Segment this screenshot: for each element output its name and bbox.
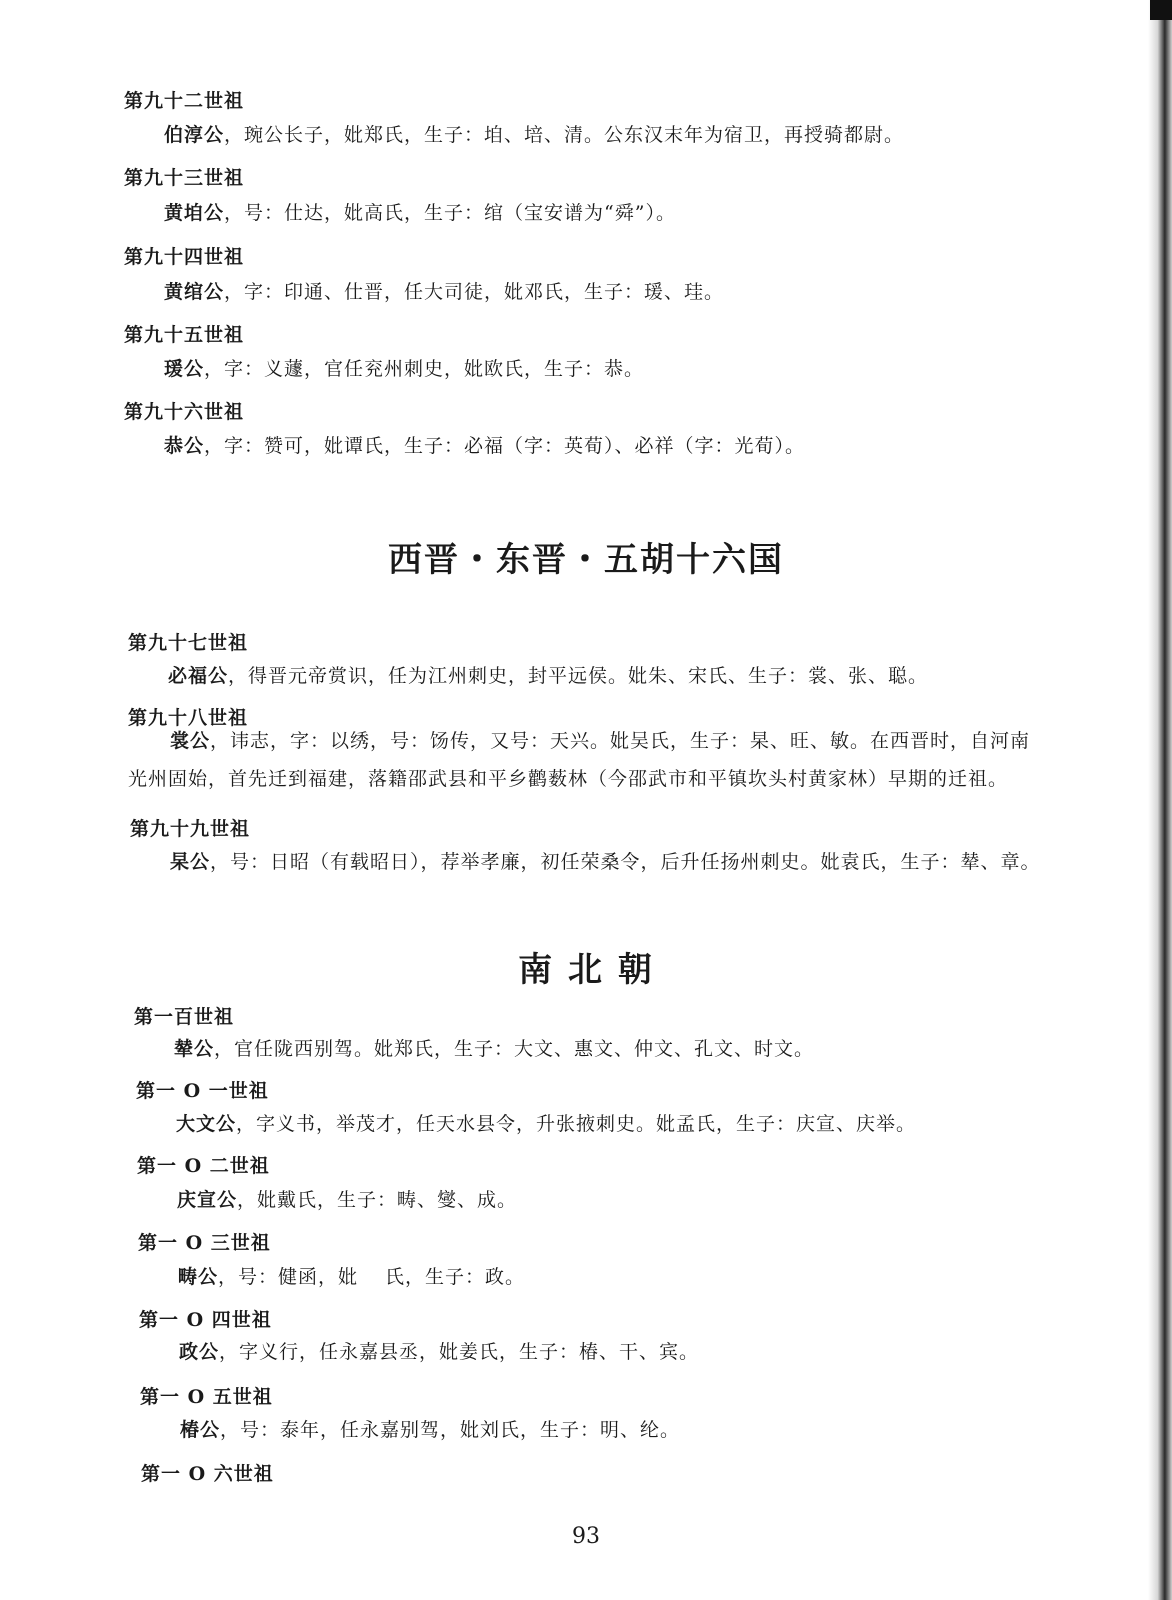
ancestor-entry [164,427,1084,465]
ancestor-text: ，字：赞可，妣谭氏，生子：必福（字：英荀）、必祥（字：光荀）。 [204,435,806,457]
generation-heading: 第一 O 四世祖 [139,1309,272,1331]
generation-heading: 第九十三世祖 [124,167,245,189]
ancestor-name: 裳公 [170,730,211,752]
ancestor-name: 必福公 [168,665,229,687]
ancestor-name: 椿公 [180,1419,221,1441]
ancestor-text: ，讳志，字：以绣，号：饧传，又号：天兴。妣吴氏，生子：杲、旺、敏。在西晋时，自河南光州固始，首先迁到福建，落籍邵武县和平乡鹳薮林（今邵武市和平镇坎头村黄家林）早期的迁祖。 [128,730,1031,790]
ancestor-entry [128,722,1048,798]
generation-heading: 第一 O 六世祖 [141,1463,274,1485]
ancestor-text: ，字：义蘧，官任兖州刺史，妣欧氏，生子：恭。 [204,358,645,380]
ancestor-name: 黄垍公 [164,202,225,224]
ancestor-name: 畴公 [178,1266,219,1288]
ancestor-entry [168,657,1088,695]
ancestor-text: ，号：日昭（有载昭日），荐举孝廉，初任荣桑令，后升任扬州刺史。妣袁氏，生子：辇、章。 [210,851,1041,873]
ancestor-text: ，妣戴氏，生子：畴、燮、成。 [237,1189,518,1211]
generation-heading: 第九十五世祖 [124,324,245,346]
ancestor-entry [164,350,1084,388]
ancestor-text: ，官任陇西别驾。妣郑氏，生子：大文、惠文、仲文、孔文、时文。 [214,1038,815,1060]
ancestor-text: ，字：印通、仕晋，任大司徒，妣邓氏，生子：瑗、珪。 [224,281,725,303]
ancestor-name: 黄绾公 [164,281,225,303]
ancestor-text: ，号：健函，妣 氏，生子：政。 [218,1266,526,1288]
generation-heading: 第九十六世祖 [124,401,245,423]
generation-heading: 第九十四世祖 [124,246,245,268]
ancestor-text: ，得晋元帝赏识，任为江州刺史，封平远侯。妣朱、宋氏、生子：裳、张、聪。 [228,665,929,687]
generation-heading: 第九十七世祖 [128,632,249,654]
generation-heading: 第一 O 五世祖 [140,1386,273,1408]
ancestor-entry [180,1411,1100,1449]
ancestor-entry [177,1181,1097,1219]
era-title-jin: 西晋・东晋・五胡十六国 [388,540,784,580]
scan-edge-shadow [1148,0,1172,1600]
generation-heading: 第一 O 一世祖 [136,1080,269,1102]
ancestor-text: ，字义书，举茂才，任天水县令，升张掖刺史。妣孟氏，生子：庆宣、庆举。 [236,1113,917,1135]
ancestor-text: ，号：仕达，妣高氏，生子：绾（宝安谱为“舜”）。 [224,202,676,224]
ancestor-text: ，号：泰年，任永嘉别驾，妣刘氏，生子：明、纶。 [220,1419,681,1441]
ancestor-text: ，琬公长子，妣郑氏，生子：垍、培、清。公东汉末年为宿卫，再授骑都尉。 [224,124,905,146]
ancestor-entry [176,1105,1096,1143]
ancestor-name: 杲公 [170,851,211,873]
ancestor-entry [170,843,1090,881]
ancestor-entry [179,1333,1099,1371]
generation-heading: 第九十二世祖 [124,90,245,112]
ancestor-name: 恭公 [164,435,205,457]
scan-corner-mark [1150,0,1172,20]
generation-heading: 第一百世祖 [134,1006,235,1028]
page-number: 93 [572,1524,600,1549]
ancestor-name: 伯淳公 [164,124,225,146]
ancestor-name: 政公 [179,1341,220,1363]
ancestor-entry [178,1258,1098,1296]
ancestor-name: 庆宣公 [177,1189,238,1211]
ancestor-name: 大文公 [176,1113,237,1135]
generation-heading: 第一 O 二世祖 [137,1155,270,1177]
era-title-nanbei: 南 北 朝 [518,950,654,990]
generation-heading: 第一 O 三世祖 [138,1232,271,1254]
generation-heading: 第九十九世祖 [130,818,251,840]
ancestor-entry [174,1030,1094,1068]
ancestor-name: 辇公 [174,1038,215,1060]
ancestor-entry [164,273,1084,311]
generation-heading: 第九十八世祖 [128,707,249,729]
ancestor-entry [164,116,1084,154]
ancestor-entry [164,194,1084,232]
ancestor-text: ，字义行，任永嘉县丞，妣姜氏，生子：椿、干、宾。 [219,1341,700,1363]
ancestor-name: 瑗公 [164,358,205,380]
